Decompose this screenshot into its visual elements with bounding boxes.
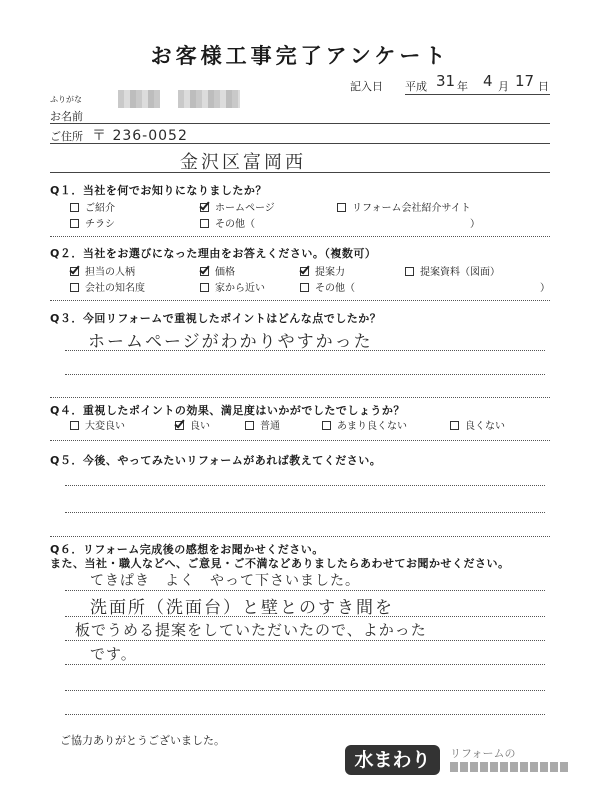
q4-option-good[interactable]: 良い xyxy=(175,417,210,432)
q6-answer-line-1: てきぱき よく やって下さいました。 xyxy=(90,573,360,589)
answer-line xyxy=(65,512,545,513)
divider xyxy=(50,397,550,398)
q6-answer-line-3: 板でうめる提案をしていただいたので、よかった xyxy=(75,621,427,639)
logo-tagline-graphic xyxy=(450,762,570,772)
answer-line xyxy=(65,616,545,617)
q4-option-not-good[interactable]: あまり良くない xyxy=(322,417,407,432)
name-underline xyxy=(50,123,550,124)
checkbox-icon[interactable] xyxy=(322,421,331,430)
survey-title: お客様工事完了アンケート xyxy=(150,44,450,68)
answer-line xyxy=(65,350,545,351)
checkbox-checked-icon[interactable] xyxy=(300,267,309,276)
q1-option-referral[interactable]: ご紹介 xyxy=(70,199,115,214)
q1-option-flyer[interactable]: チラシ xyxy=(70,215,115,230)
q1-option-other[interactable]: その他（ xyxy=(200,215,255,230)
q6-question-2: また、当社・職人などへ、ご意見・ご不満などありましたらあわせてお聞かせください。 xyxy=(50,557,510,570)
answer-line xyxy=(65,590,545,591)
date-year: 31 xyxy=(436,72,456,90)
q1-option-reform-site[interactable]: リフォーム会社紹介サイト xyxy=(337,199,471,214)
logo: 水まわり xyxy=(345,745,440,775)
q1-option-homepage[interactable]: ホームページ xyxy=(200,199,275,214)
answer-line xyxy=(65,485,545,486)
q1-close-paren: ） xyxy=(470,219,480,230)
answer-line xyxy=(65,640,545,641)
answer-line xyxy=(65,690,545,691)
q2-option-price[interactable]: 価格 xyxy=(200,263,235,278)
name-label: お名前 xyxy=(50,110,83,123)
answer-line xyxy=(65,664,545,665)
q4-option-very-good[interactable]: 大変良い xyxy=(70,417,125,432)
divider xyxy=(50,536,550,537)
checkbox-icon[interactable] xyxy=(245,421,254,430)
date-label: 記入日 xyxy=(350,80,383,93)
q6-question: Q６．リフォーム完成後の感想をお聞かせください。 xyxy=(50,543,324,556)
q3-answer: ホームページがわかりやすかった xyxy=(88,332,373,352)
date-year-unit: 年 xyxy=(457,80,468,93)
answer-line xyxy=(65,714,545,715)
q2-option-nearby[interactable]: 家から近い xyxy=(200,279,265,294)
checkbox-icon[interactable] xyxy=(450,421,459,430)
q5-question: Q５．今後、やってみたいリフォームがあれば教えてください。 xyxy=(50,454,382,467)
q6-answer-line-2: 洗面所（洗面台）と壁とのすき間を xyxy=(90,598,394,618)
checkbox-icon[interactable] xyxy=(300,283,309,292)
checkbox-icon[interactable] xyxy=(337,203,346,212)
logo-subtitle: リフォームの xyxy=(450,747,516,760)
address-line-2 xyxy=(50,172,550,173)
checkbox-icon[interactable] xyxy=(70,203,79,212)
date-day-unit: 日 xyxy=(538,80,549,93)
address-postal: 〒 236-0052 xyxy=(92,128,188,144)
address-label: ご住所 xyxy=(50,130,83,143)
checkbox-icon[interactable] xyxy=(70,421,79,430)
divider xyxy=(50,440,550,441)
q4-question: Q４．重視したポイントの効果、満足度はいかがでしたでしょうか？ xyxy=(50,404,405,417)
q2-question: Q２．当社をお選びになった理由をお答えください。（複数可） xyxy=(50,247,377,260)
checkbox-checked-icon[interactable] xyxy=(175,421,184,430)
address-line-1 xyxy=(50,143,550,144)
q4-option-average[interactable]: 普通 xyxy=(245,417,280,432)
checkbox-checked-icon[interactable] xyxy=(70,267,79,276)
checkbox-icon[interactable] xyxy=(70,283,79,292)
q2-close-paren: ） xyxy=(540,283,550,294)
date-underline xyxy=(405,94,550,95)
q2-option-other[interactable]: その他（ xyxy=(300,279,355,294)
divider xyxy=(50,300,550,301)
q2-option-proposal[interactable]: 提案力 xyxy=(300,263,345,278)
checkbox-checked-icon[interactable] xyxy=(200,203,209,212)
checkbox-icon[interactable] xyxy=(200,219,209,228)
checkbox-icon[interactable] xyxy=(405,267,414,276)
checkbox-icon[interactable] xyxy=(70,219,79,228)
q4-option-bad[interactable]: 良くない xyxy=(450,417,505,432)
divider xyxy=(50,236,550,237)
q2-option-personality[interactable]: 担当の人柄 xyxy=(70,263,135,278)
date-month-unit: 月 xyxy=(498,80,509,93)
answer-line xyxy=(65,374,545,375)
q2-option-drawings[interactable]: 提案資料（図面） xyxy=(405,263,500,278)
address-value: 金沢区富岡西 xyxy=(180,152,306,173)
date-month: 4 xyxy=(483,72,493,90)
q6-answer-line-4: です。 xyxy=(90,645,137,663)
q2-option-reputation[interactable]: 会社の知名度 xyxy=(70,279,145,294)
name-ruby: ふりがな xyxy=(50,95,82,104)
footer-thanks: ご協力ありがとうございました。 xyxy=(60,734,225,747)
redacted-name-2 xyxy=(178,90,240,108)
checkbox-icon[interactable] xyxy=(200,283,209,292)
date-day: 17 xyxy=(515,72,535,90)
checkbox-checked-icon[interactable] xyxy=(200,267,209,276)
q1-question: Q１．当社を何でお知りになりましたか？ xyxy=(50,184,267,197)
redacted-name-1 xyxy=(118,90,160,108)
q3-question: Q３．今回リフォームで重視したポイントはどんな点でしたか？ xyxy=(50,312,382,325)
date-era: 平成 xyxy=(405,80,427,93)
